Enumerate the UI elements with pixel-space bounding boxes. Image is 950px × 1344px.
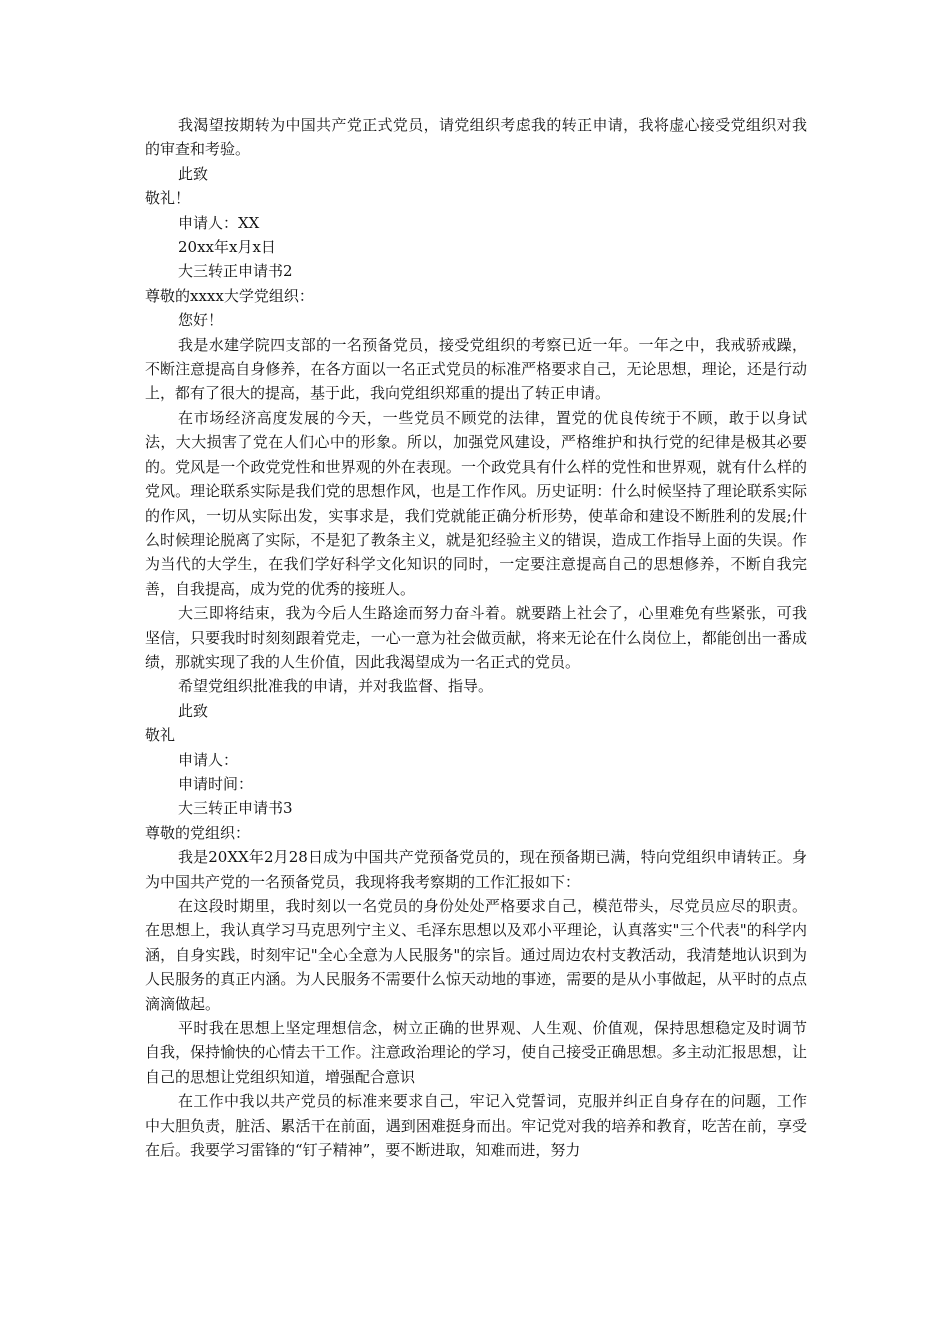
- body-paragraph: 我是20XX年2月28日成为中国共产党预备党员的，现在预备期已满，特向党组织申请转正。身为中国共产党的一名预备党员，我现将我考察期的工作汇报如下：: [145, 848, 807, 891]
- date-line: 20xx年x月x日: [178, 238, 276, 257]
- applicant-line: 申请人：XX: [178, 213, 260, 232]
- salutation-cizhi: 此致: [178, 701, 209, 720]
- body-paragraph: 大三即将结束，我为今后人生路途而努力奋斗着。就要踏上社会了，心里难免有些紧张，可我坚信，只要我时时刻刻跟着党走，一心一意为社会做贡献，将来无论在什么岗位上，都能创出一番成绩，那就实现了我的人生价值，因此我渴望成为一名正式的党员。: [145, 604, 807, 671]
- addressee-line: 尊敬的党组织：: [145, 823, 251, 842]
- addressee-line: 尊敬的xxxx大学党组织：: [145, 286, 314, 305]
- salutation-jingli: 敬礼！: [145, 189, 191, 208]
- application-time-line: 申请时间：: [178, 774, 254, 793]
- body-paragraph: 希望党组织批准我的申请，并对我监督、指导。: [178, 677, 494, 696]
- section-title-3: 大三转正申请书3: [178, 799, 293, 818]
- document-body: [145, 113, 807, 1162]
- body-paragraph: 我是水建学院四支部的一名预备党员，接受党组织的考察已近一年。一年之中，我戒骄戒躁，不断注意提高自身修养，在各方面以一名正式党员的标准严格要求自己，无论思想，理论，还是行动上，都有了很大的提高，基于此，我向党组织郑重的提出了转正申请。: [145, 335, 807, 403]
- body-paragraph: 在市场经济高度发展的今天，一些党员不顾党的法律，置党的优良传统于不顾，敢于以身试法，大大损害了党在人们心中的形象。所以，加强党风建设，严格维护和执行党的纪律是极其必要的。党风是一个政党党性和世界观的外在表现。一个政党具有什么样的党性和世界观，就有什么样的党风。理论联系实际是我们党的思想作风，也是工作作风。历史证明：什么时候坚持了理论联系实际的作风，一切从实际出发，实事求是，我们党就能正确分析形势，使革命和建设不断胜利的发展;什么时候理论脱离了实际，不是犯了教条主义，就是犯经验主义的错误，造成工作指导上面的失误。作为当代的大学生，在我们学好科学文化知识的同时，一定要注意提高自己的思想修养，不断自我完善，自我提高，成为党的优秀的接班人。: [145, 408, 807, 598]
- body-paragraph: 在这段时期里，我时刻以一名党员的身份处处严格要求自己，模范带头，尽党员应尽的职责。在思想上，我认真学习马克思列宁主义、毛泽东思想以及邓小平理论，认真落实"三个代表"的科学内涵，自身实践，时刻牢记"全心全意为人民服务"的宗旨。通过周边农村支教活动，我清楚地认识到为人民服务的真正内涵。为人民服务不需要什么惊天动地的事迹，需要的是从小事做起，从平时的点点滴滴做起。: [145, 897, 807, 1013]
- closing-request-paragraph: 我渴望按期转为中国共产党正式党员，请党组织考虑我的转正申请，我将虚心接受党组织对我的审查和考验。: [145, 116, 807, 159]
- salutation-jingli: 敬礼: [145, 726, 176, 745]
- section-title-2: 大三转正申请书2: [178, 262, 293, 281]
- body-paragraph: 平时我在思想上坚定理想信念，树立正确的世界观、人生观、价值观，保持思想稳定及时调节自我，保持愉快的心情去干工作。注意政治理论的学习，使自己接受正确思想。多主动汇报思想，让自己的思想让党组织知道，增强配合意识: [145, 1019, 807, 1086]
- salutation-cizhi: 此致: [178, 164, 209, 183]
- greeting-line: 您好！: [178, 311, 224, 330]
- body-paragraph: 在工作中我以共产党员的标准来要求自己，牢记入党誓词，克服并纠正自身存在的问题，工作中大胆负责，脏活、累活干在前面，遇到困难挺身而出。牢记党对我的培养和教育，吃苦在前，享受在后。我要学习雷锋的“钉子精神”，要不断进取，知难而进，努力: [145, 1092, 807, 1160]
- applicant-line: 申请人：: [178, 750, 239, 769]
